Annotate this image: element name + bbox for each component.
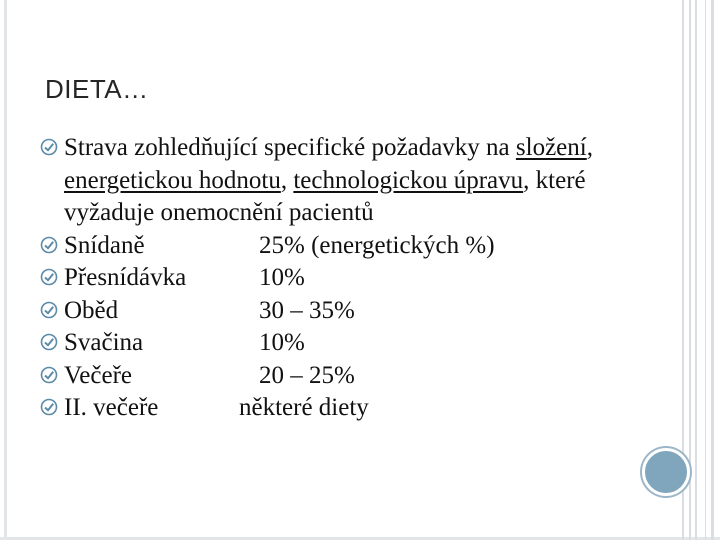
slide-title: DIETA…: [45, 74, 149, 104]
circled-check-icon: [40, 333, 58, 351]
circled-check-icon: [40, 398, 58, 416]
intro-underlined-energy: energetickou hodnotu: [64, 166, 281, 194]
meal-value: 10%: [259, 264, 305, 291]
intro-separator: ,: [280, 166, 294, 194]
bullet-list: [40, 132, 640, 425]
decor-bar: [711, 0, 714, 540]
meal-item: [40, 230, 640, 263]
bullet-item-intro: [40, 132, 640, 230]
meal-value: 25% (energetických %): [259, 231, 495, 259]
decor-bar: [695, 0, 697, 540]
left-decorative-rule: [4, 0, 7, 540]
intro-tail: , které vyžaduje onemocnění pacientů: [64, 166, 586, 226]
meal-label: Svačina: [64, 329, 144, 356]
circled-check-icon: [40, 301, 58, 319]
meal-label: Přesnídávka: [64, 264, 187, 291]
intro-lead: Strava zohledňující specifické požadavky na: [64, 134, 510, 161]
decor-bar: [689, 0, 691, 540]
meal-item: [40, 262, 640, 295]
meal-item: [40, 392, 640, 425]
meal-value: některé diety: [239, 394, 369, 421]
circled-check-icon: [40, 236, 58, 254]
circled-check-icon: [40, 138, 58, 156]
intro-underlined-technology: technologickou úpravu: [293, 166, 524, 194]
meal-label: Večeře: [64, 361, 132, 389]
meal-value: 10%: [259, 329, 305, 356]
decor-bar: [705, 0, 706, 540]
circled-check-icon: [40, 268, 58, 286]
decorative-circle: [642, 448, 690, 496]
meal-item: [40, 360, 640, 393]
meal-label: II. večeře: [64, 394, 159, 421]
circled-check-icon: [40, 366, 58, 384]
meal-label: Snídaně: [64, 231, 145, 259]
intro-separator: ,: [586, 134, 593, 161]
meal-value: 30 – 35%: [259, 296, 355, 324]
meal-value: 20 – 25%: [259, 361, 355, 389]
meal-label: Oběd: [64, 296, 119, 324]
meal-item: [40, 295, 640, 328]
meal-item: [40, 327, 640, 360]
intro-underlined-composition: složení: [515, 134, 587, 161]
